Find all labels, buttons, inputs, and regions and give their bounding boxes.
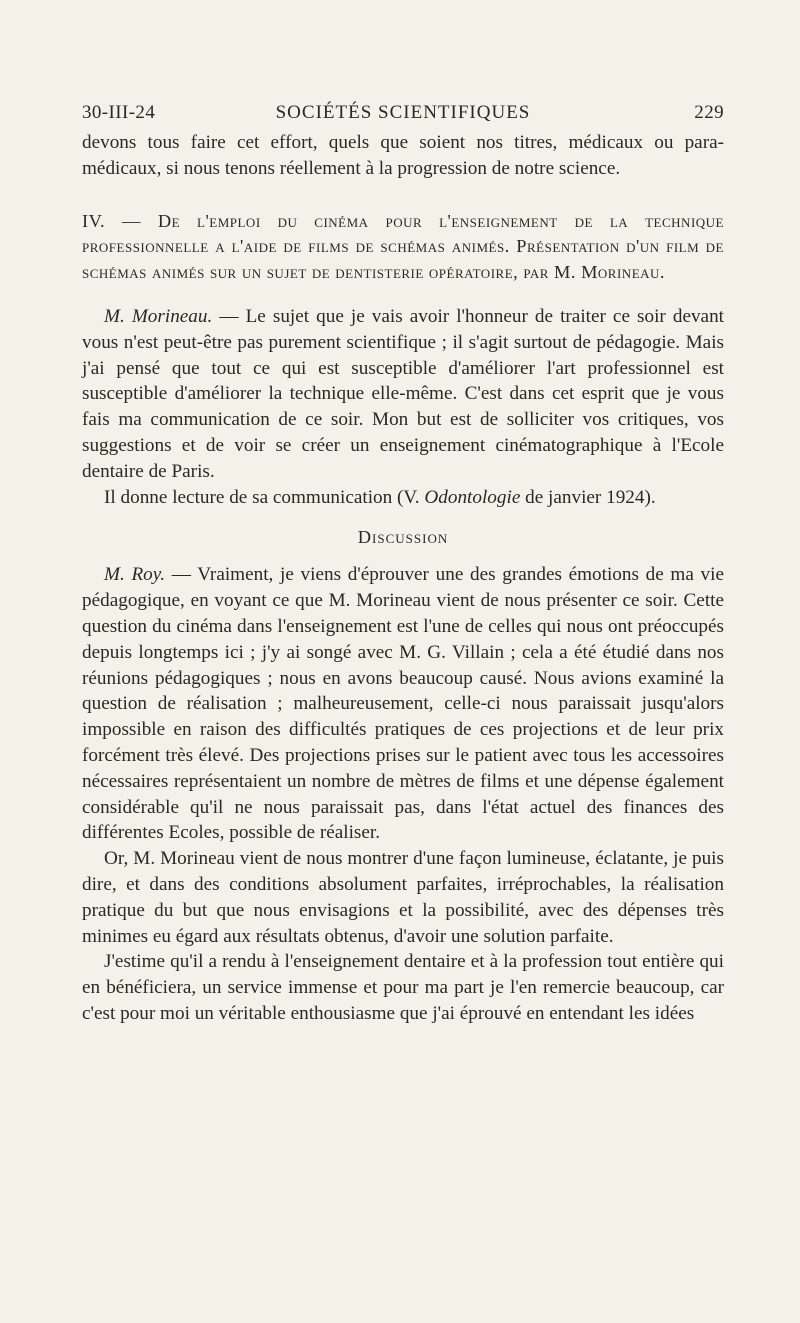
paragraph-roy <box>82 562 724 846</box>
header-title: SOCIÉTÉS SCIENTIFIQUES <box>275 102 531 123</box>
paragraph-lecture <box>82 485 724 511</box>
paragraph-morineau-text: — Le sujet que je vais avoir l'honneur de traiter ce soir devant vous n'est peut-être pas purement scientifique ; il s'agit surtout de pédagogie. Mais j'ai pensé que tout ce qui est susceptible d'améliorer l'art professionnel est susceptible d'améliorer la technique elle-même. C'est dans cet esprit que je vous fais ma communication de ce soir. Mon but est de solliciter vos critiques, vos suggestions et de voir se créer un enseignement cinématographique à l'Ecole dentaire de Paris. <box>82 305 724 482</box>
document-page <box>82 100 724 1027</box>
paragraph-or: Or, M. Morineau vient de nous montrer d'une façon lumineuse, éclatante, je puis dire, et dans des conditions absolument parfaites, irréprochables, la réalisation pratique du but que nous envisagions et la possibilité, avec des dépenses très minimes eu égard aux résultats obtenus, d'avoir une solution parfaite. <box>82 848 724 947</box>
header-date: 30-III-24 <box>82 102 156 123</box>
speaker-roy: M. Roy. <box>104 564 166 586</box>
journal-title: Odontologie <box>424 486 521 508</box>
paragraph-continuation: devons tous faire cet effort, quels que soient nos titres, médicaux ou para-médicaux, si nous tenons réellement à la progression de notre science. <box>82 132 724 179</box>
page-number: 229 <box>694 102 724 123</box>
paragraph-jestime: J'estime qu'il a rendu à l'enseignement dentaire et à la profession tout entière qui en bénéficiera, un service immense et pour ma part je l'en remercie beaucoup, car c'est pour moi un véritable enthousiasme que j'ai éprouvé en entendant les idées <box>82 951 724 1024</box>
paragraph-lecture-a: Il donne lecture de sa communication (V. <box>104 486 425 508</box>
paragraph-roy-text: — Vraiment, je viens d'éprouver une des grandes émotions de ma vie pédagogique, en voyant ce que M. Morineau vient de nous présenter ce soir. Cette question du cinéma dans l'enseignement est l'une de celles qui nous ont préoccupés depuis longtemps ici ; j'y ai songé avec M. G. Villain ; cela a été étudié dans nos réunions pédagogiques ; nous en avons beaucoup causé. Nous avions examiné la question de réalisation ; malheureusement, celle-ci nous paraissait jusqu'alors impossible en raison des difficultés pratiques de ces projections et de leur prix forcément très élevé. Des projections prises sur le patient avec tous les accessoires nécessaires représentaient un nombre de mètres de films et une dépense également considérable qu'il ne nous paraissait pas, dans l'état actuel des finances des différentes Ecoles, possible de réaliser. <box>82 564 724 844</box>
discussion-heading: Discussion <box>357 527 449 548</box>
paragraph-lecture-b: de janvier 1924). <box>520 486 656 508</box>
section-heading-iv: IV. — De l'emploi du cinéma pour l'enseignement de la technique professionnelle a l'aide de films de schémas animés. Présentation d'un film de schémas animés sur un sujet de dentisterie opératoire, par M. Morineau. <box>82 210 724 283</box>
running-header <box>82 100 724 130</box>
speaker-morineau: M. Morineau. <box>104 305 213 327</box>
paragraph-morineau <box>82 304 724 485</box>
